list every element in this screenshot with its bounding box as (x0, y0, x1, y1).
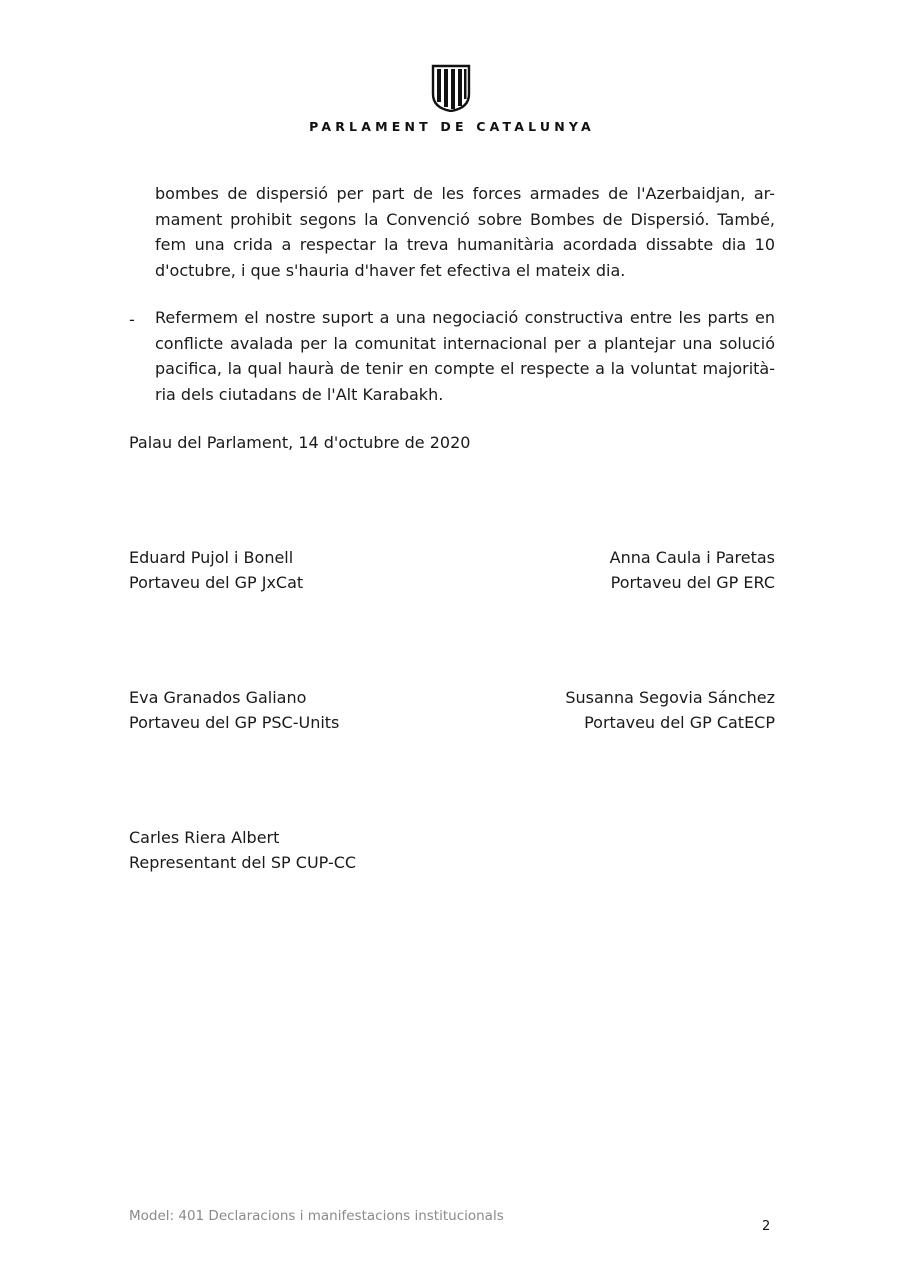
signatory-name: Eva Granados Galiano (129, 688, 307, 707)
signatory-name: Eduard Pujol i Bonell (129, 548, 294, 567)
paragraph-line: ria dels ciutadans de l'Alt Karabakh. (155, 384, 444, 404)
paragraph-line: pacifica, la qual haurà de tenir en compte el respecte a la voluntat majorità- (155, 359, 775, 379)
organization-name: PARLAMENT DE CATALUNYA (309, 119, 595, 134)
signatory-role: Portaveu del GP ERC (610, 573, 775, 592)
paragraph-1 (155, 181, 775, 283)
signatory-name: Anna Caula i Paretas (609, 548, 775, 567)
paragraph-line: bombes de dispersió per part de les forces armades de l'Azerbaidjan, ar- (155, 184, 775, 203)
place-date: Palau del Parlament, 14 d'octubre de 2020 (129, 433, 471, 452)
page-number: 2 (762, 1219, 771, 1234)
paragraph-line: Refermem el nostre suport a una negociació constructiva entre les parts en (155, 308, 775, 327)
signatory-role: Portaveu del GP CatECP (584, 713, 775, 732)
signatory-role: Portaveu del GP JxCat (129, 573, 304, 592)
bullet-marker: - (129, 310, 135, 329)
paragraph-line: mament prohibit segons la Convenció sobre Bombes de Dispersió. També, (155, 209, 775, 229)
signatory-name: Carles Riera Albert (129, 828, 280, 847)
paragraph-line: d'octubre, i que s'hauria d'haver fet efectiva el mateix dia. (155, 260, 626, 280)
paragraph-2 (155, 305, 775, 407)
signatory-role: Portaveu del GP PSC-Units (129, 713, 340, 732)
signatory-role: Representant del SP CUP-CC (129, 853, 357, 872)
paragraph-line: conflicte avalada per la comunitat internacional per a plantejar una solució (155, 333, 775, 353)
signatory-name: Susanna Segovia Sánchez (565, 688, 775, 707)
paragraph-line: fem una crida a respectar la treva humanitària acordada dissabte dia 10 (155, 235, 775, 255)
parliament-shield-icon (429, 64, 473, 112)
footer-model-label: Model: 401 Declaracions i manifestacions institucionals (129, 1208, 504, 1224)
